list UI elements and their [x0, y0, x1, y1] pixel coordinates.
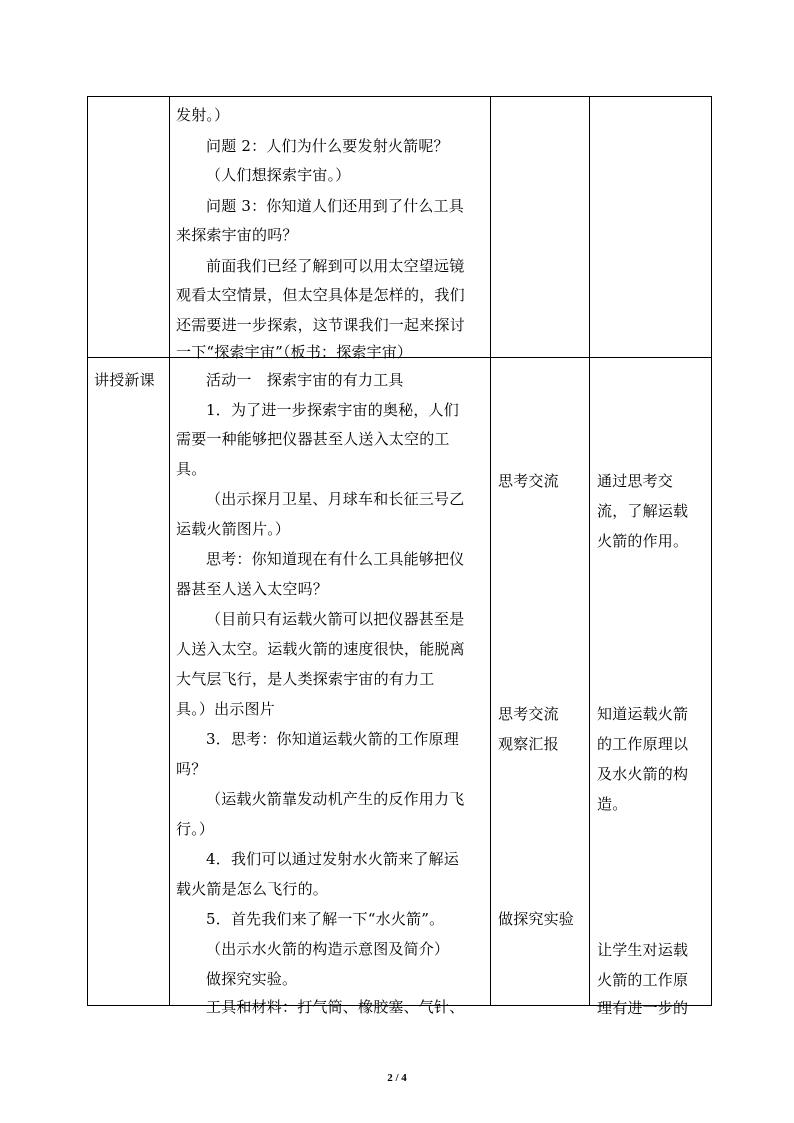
student-activity-cell — [491, 358, 590, 1006]
text-line: 观看太空情景，但太空具体是怎样的，我们 — [176, 286, 465, 304]
student-activity: 思考交流 — [498, 472, 559, 490]
text-line: 运载火箭图片。） — [176, 520, 291, 538]
text-line: 器甚至人送入太空吗？ — [176, 580, 329, 598]
text-line: （人们想探索宇宙。） — [206, 166, 351, 184]
design-intent-line: 造。 — [597, 795, 628, 813]
text-line: 思考：你知道现在有什么工具能够把仪 — [206, 550, 465, 568]
student-activity: 思考交流 — [498, 705, 559, 723]
text-line: 吗？ — [176, 760, 207, 778]
text-line: 载火箭是怎么飞行的。 — [176, 880, 329, 898]
text-line: 工具和材料：打气筒、橡胶塞、气针、 — [206, 998, 465, 1016]
text-line: 问题 2：人们为什么要发射火箭呢？ — [206, 137, 449, 155]
design-intent-line: 及水火箭的构 — [597, 765, 689, 783]
student-activity-cell — [491, 97, 590, 358]
stage-cell — [88, 358, 170, 1006]
design-intent-line: 流，了解运载 — [597, 502, 689, 520]
text-line: 大气层飞行，是人类探索宇宙的有力工 — [176, 670, 435, 688]
design-intent-line: 火箭的作用。 — [597, 532, 689, 550]
text-line: 问题 3：你知道人们还用到了什么工具 — [206, 197, 464, 215]
design-intent-line: 理有进一步的 — [597, 999, 689, 1017]
student-activity: 观察汇报 — [498, 735, 559, 753]
student-activity: 做探究实验 — [498, 910, 575, 928]
table-row — [88, 358, 712, 1006]
text-line: （出示探月卫星、月球车和长征三号乙 — [206, 490, 465, 508]
text-line: 1．为了进一步探索宇宙的奥秘，人们 — [206, 401, 459, 419]
text-line: 发射。） — [176, 106, 230, 124]
activity-heading: 活动一 探索宇宙的有力工具 — [206, 371, 404, 389]
text-line: 需要一种能够把仪器甚至人送入太空的工 — [176, 430, 450, 448]
design-intent-cell — [590, 97, 712, 358]
lesson-plan-table — [87, 96, 712, 1017]
design-intent-line: 知道运载火箭 — [597, 705, 689, 723]
table-row — [88, 97, 712, 358]
design-intent-line: 的工作原理以 — [597, 735, 689, 753]
text-line: 来探索宇宙的吗？ — [176, 226, 298, 244]
text-line: 具。）出示图片 — [176, 700, 275, 718]
text-line: （运载火箭靠发动机产生的反作用力飞 — [206, 790, 465, 808]
text-line: 做探究实验。 — [206, 970, 298, 988]
text-line: （目前只有运载火箭可以把仪器甚至是 — [206, 610, 465, 628]
text-line: 还需要进一步探索，这节课我们一起来探讨 — [176, 316, 465, 334]
text-line: 3．思考：你知道运载火箭的工作原理 — [206, 730, 459, 748]
text-line: 前面我们已经了解到可以用太空望远镜 — [206, 257, 465, 275]
design-intent-line: 火箭的工作原 — [597, 971, 689, 989]
stage-label: 讲授新课 — [94, 371, 155, 389]
stage-cell — [88, 97, 170, 358]
text-line: 一下“探索宇宙”（板书：探索宇宙） — [176, 343, 413, 361]
text-line: 具。 — [176, 460, 207, 478]
design-intent-line: 通过思考交 — [597, 472, 674, 490]
teacher-activity-cell — [170, 358, 491, 1016]
text-line: 人送入太空。运载火箭的速度很快，能脱离 — [176, 640, 465, 658]
page-number: 2 / 4 — [387, 1072, 407, 1084]
text-line: 行。） — [176, 820, 215, 838]
teacher-activity-cell — [170, 97, 491, 361]
text-line: （出示水火箭的构造示意图及简介） — [206, 940, 450, 958]
design-intent-line: 让学生对运载 — [597, 941, 689, 959]
text-line: 4．我们可以通过发射水火箭来了解运 — [206, 850, 459, 868]
design-intent-cell — [590, 358, 712, 1017]
text-line: 5．首先我们来了解一下“水火箭”。 — [206, 910, 445, 928]
